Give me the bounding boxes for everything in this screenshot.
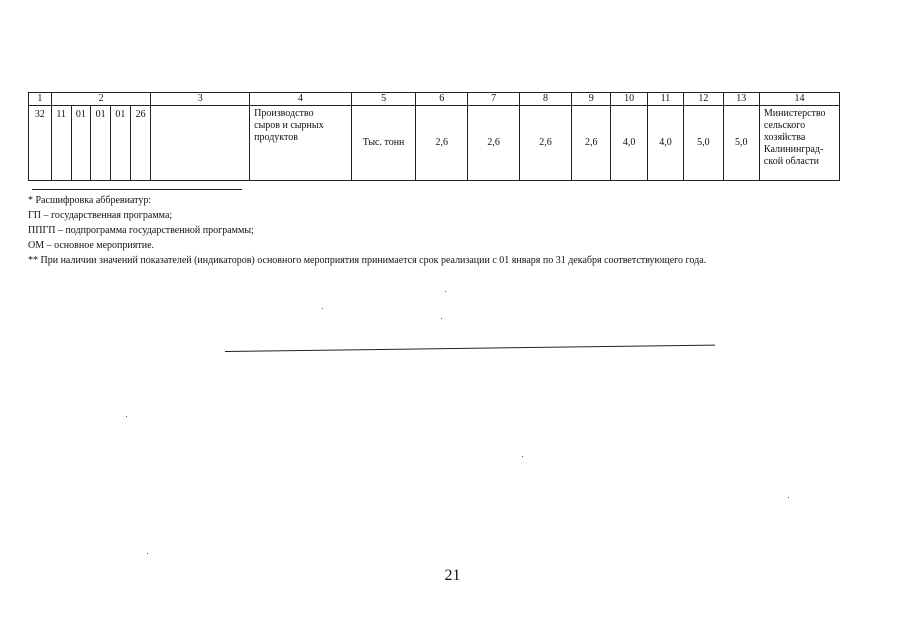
footnote-line: ОМ – основное мероприятие. — [28, 240, 155, 251]
scan-speck — [445, 291, 446, 292]
header-cell: 11 — [647, 93, 683, 106]
scan-speck — [322, 308, 323, 309]
value-cell: 5,0 — [684, 106, 723, 181]
value-cell: 5,0 — [723, 106, 759, 181]
end-of-document-line — [225, 345, 715, 352]
code-cell: 01 — [91, 106, 111, 181]
header-cell: 13 — [723, 93, 759, 106]
header-cell: 4 — [250, 93, 352, 106]
executor-line: ской области — [763, 156, 819, 167]
executor-line: Калининград- — [763, 144, 824, 155]
header-cell: 14 — [759, 93, 839, 106]
code-cell: 26 — [130, 106, 151, 181]
code-cell: 01 — [71, 106, 91, 181]
footnote-line: ГП – государственная программа; — [28, 210, 173, 221]
value-cell: 2,6 — [520, 106, 572, 181]
value-cell: 2,6 — [468, 106, 520, 181]
event-name-line: продуктов — [254, 132, 298, 143]
value-cell: 4,0 — [611, 106, 647, 181]
page-number: 21 — [444, 567, 461, 584]
empty-cell — [151, 106, 250, 181]
code-cell: 32 — [29, 106, 52, 181]
value-cell: 2,6 — [571, 106, 610, 181]
header-cell: 8 — [520, 93, 572, 106]
footnote-line: ** При наличии значений показателей (индикаторов) основного мероприятия принимается срок реализации с 01 января по 31 декабря соответствующего года. — [28, 255, 707, 266]
executor-line: сельского — [763, 120, 806, 131]
scan-speck — [788, 497, 789, 498]
scan-speck — [441, 318, 442, 319]
header-cell: 12 — [684, 93, 723, 106]
header-cell: 7 — [468, 93, 520, 106]
event-name-line: сыров и сырных — [254, 120, 324, 131]
header-cell: 6 — [416, 93, 468, 106]
header-cell: 9 — [571, 93, 610, 106]
header-cell: 10 — [611, 93, 647, 106]
header-cell: 1 — [29, 93, 52, 106]
footnote-line: * Расшифровка аббревиатур: — [28, 195, 152, 206]
executor-line: хозяйства — [763, 132, 806, 143]
event-name-line: Производство — [254, 108, 314, 119]
footnote-separator — [32, 189, 242, 190]
scan-speck — [147, 553, 148, 554]
footnotes — [28, 193, 878, 268]
executor-line: Министерство — [763, 108, 826, 119]
table-row — [29, 106, 840, 181]
executor-cell — [759, 106, 839, 181]
scan-speck — [522, 456, 523, 457]
header-cell: 2 — [51, 93, 151, 106]
indicators-table — [28, 92, 840, 181]
header-cell: 3 — [151, 93, 250, 106]
footnote-line: ППГП – подпрограмма государственной программы; — [28, 225, 254, 236]
value-cell: 2,6 — [416, 106, 468, 181]
code-cell: 11 — [51, 106, 71, 181]
unit-cell: Тыс. тонн — [351, 106, 415, 181]
value-cell: 4,0 — [647, 106, 683, 181]
scan-speck — [126, 416, 127, 417]
code-cell: 01 — [111, 106, 131, 181]
header-cell: 5 — [351, 93, 415, 106]
table-header-row — [29, 93, 840, 106]
event-name-cell — [250, 106, 352, 181]
